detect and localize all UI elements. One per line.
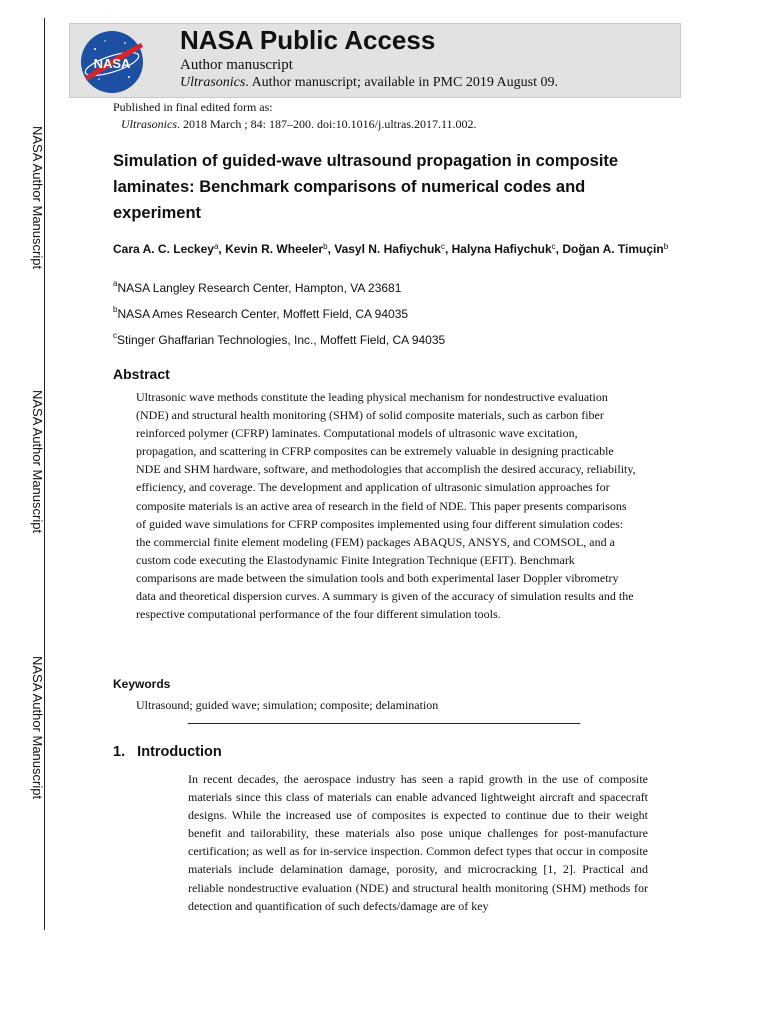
author-list: Cara A. C. Leckey$^a$, Kevin R. Wheeler$^b$, Vasyl N. Hafiychuk$^c$, Halyna Hafiychuk$^c$, Doğan A. Timuçin$^b$ (113, 242, 669, 256)
author-name: Vasyl N. Hafiychuk (334, 242, 441, 256)
sidebar-label: NASA Author Manuscript (30, 390, 45, 534)
header-subtitle: Author manuscript (180, 57, 293, 73)
affiliation-text: NASA Langley Research Center, Hampton, VA 23681 (117, 281, 402, 295)
nasa-logo-icon (79, 29, 145, 95)
citation-text: . 2018 March ; 84: 187–200. doi:10.1016/j.ultras.2017.11.002. (177, 117, 477, 131)
affiliation-text: Stinger Ghaffarian Technologies, Inc., Moffett Field, CA 94035 (117, 333, 446, 347)
sidebar-label: NASA Author Manuscript (30, 126, 45, 270)
author-name: Kevin R. Wheeler (225, 242, 324, 256)
affiliation (113, 333, 445, 347)
sidebar-label: NASA Author Manuscript (30, 656, 45, 800)
citation-journal: Ultrasonics (121, 117, 178, 131)
introduction-body: In recent decades, the aerospace industry has seen a rapid growth in the use of composite materials since this class of materials can enable advanced lightweight aircraft and spacecraft designs. While the increased use of composites is expected to continue due to their weight benefit and tailorability, these materials also pose unique challenges for post-manufacture certification; as well as for in-service inspection. Common defect types that occur in composite materials include delamination damage, porosity, and microcracking [1, 2]. Practical and reliable nondestructive evaluation (NDE) and structural health monitoring (SHM) methods for detection and quantification of such defects/damage are of key (188, 772, 648, 913)
author-sup: c (551, 242, 556, 251)
author-name: Doğan A. Timuçin (562, 242, 664, 256)
published-line: Published in final edited form as: (113, 100, 273, 114)
author-name: Cara A. C. Leckey (113, 242, 214, 256)
paper-title: Simulation of guided-wave ultrasound propagation in composite laminates: Benchmark comparisons of numerical codes and experiment (113, 152, 619, 222)
nasa-logo-text: NASA (93, 56, 131, 71)
abstract-body: Ultrasonic wave methods constitute the leading physical mechanism for nondestructive evaluation (NDE) and structural health monitoring (SHM) of solid composite materials, such as carbon fiber reinforced polymer (CFRP) laminates. Computational models of ultrasonic wave excitation, propagation, and scattering in CFRP composites can be extremely valuable in designing practicable NDE and SHM hardware, software, and methodologies that accomplish the desired accuracy, reliability, efficiency, and coverage. The development and application of ultrasonic simulation approaches for composite materials is an active area of research in the field of NDE. This paper presents comparisons of guided wave simulations for CFRP composites implemented using four different simulation codes: the commercial finite element modeling (FEM) packages ABAQUS, ANSYS, and COMSOL, and a custom code executing the Elastodynamic Finite Integration Technique (EFIT). Benchmark comparisons are made between the simulation tools and both experimental laser Doppler vibrometry data and theoretical dispersion curves. A summary is given of the accuracy of simulation results and the respective computational performance of the four different simulation tools. (136, 390, 636, 622)
keywords-list: Ultrasound; guided wave; simulation; composite; delamination (136, 698, 439, 712)
header-availability (180, 75, 558, 91)
abstract-heading: Abstract (113, 366, 170, 382)
affiliation-text: NASA Ames Research Center, Moffett Field, CA 94035 (117, 307, 409, 321)
journal-name: Ultrasonics (180, 75, 246, 90)
affiliation-sup: a (113, 279, 118, 288)
author-sup: c (440, 242, 445, 251)
affiliation (113, 307, 408, 321)
availability-text: . Author manuscript; available in PMC 2019 August 09. (245, 75, 558, 90)
keywords-heading: Keywords (113, 677, 171, 691)
introduction-heading: 1. Introduction (113, 744, 222, 760)
header-title: NASA Public Access (180, 25, 436, 55)
header-banner (69, 23, 681, 98)
affiliation-sup: c (113, 331, 117, 340)
section-divider (188, 723, 580, 724)
author-sup: b (323, 242, 328, 251)
author-sup: a (213, 242, 219, 251)
citation-line (121, 117, 477, 132)
affiliation (113, 281, 401, 295)
author-name: Halyna Hafiychuk (451, 242, 552, 256)
affiliation-sup: b (113, 305, 118, 314)
author-sup: b (663, 242, 669, 251)
